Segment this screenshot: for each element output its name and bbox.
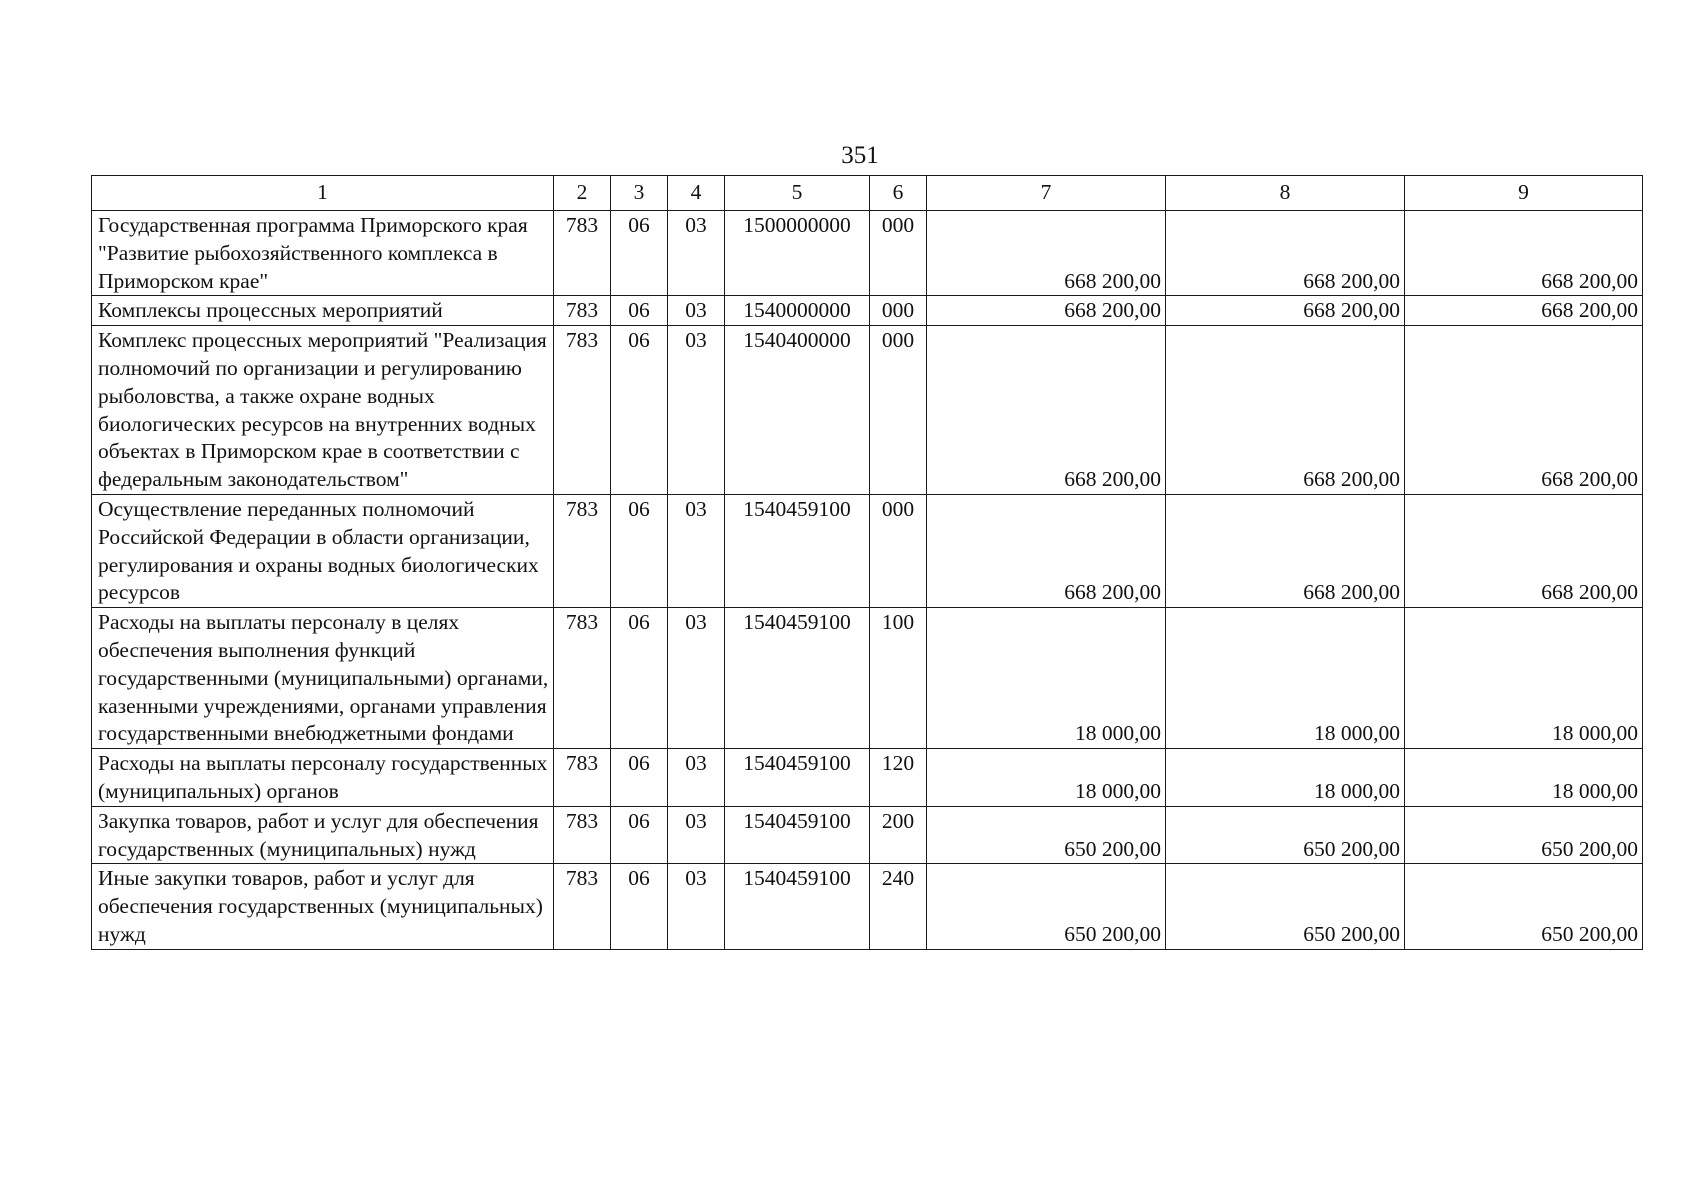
column-header-9: 9 [1405,176,1643,211]
amount-col-7: 18 000,00 [927,608,1166,749]
amount-col-7: 668 200,00 [927,211,1166,296]
section-code: 06 [611,296,668,326]
amount-col-7: 650 200,00 [927,864,1166,949]
amount-col-8: 668 200,00 [1166,211,1405,296]
ministry-code: 783 [554,296,611,326]
subsection-code: 03 [668,326,725,495]
amount-col-8: 18 000,00 [1166,608,1405,749]
expense-name: Комплексы процессных мероприятий [92,296,554,326]
section-code: 06 [611,211,668,296]
section-code: 06 [611,494,668,607]
column-header-6: 6 [870,176,927,211]
target-article-code: 1540459100 [725,806,870,864]
section-code: 06 [611,806,668,864]
target-article-code: 1540400000 [725,326,870,495]
target-article-code: 1540459100 [725,494,870,607]
expense-name: Расходы на выплаты персоналу в целях обеспечения выполнения функций государственными (муниципальными) органами, казенными учреждениями, органами управления государственными внебюджетными фондами [92,608,554,749]
subsection-code: 03 [668,608,725,749]
section-code: 06 [611,749,668,807]
expense-type-code: 240 [870,864,927,949]
section-code: 06 [611,326,668,495]
column-header-8: 8 [1166,176,1405,211]
subsection-code: 03 [668,806,725,864]
table-row [92,494,1643,607]
expense-name: Расходы на выплаты персоналу государственных (муниципальных) органов [92,749,554,807]
amount-col-8: 668 200,00 [1166,326,1405,495]
target-article-code: 1540000000 [725,296,870,326]
expense-type-code: 000 [870,494,927,607]
table-row [92,296,1643,326]
expense-name: Государственная программа Приморского края "Развитие рыбохозяйственного комплекса в Приморском крае" [92,211,554,296]
subsection-code: 03 [668,296,725,326]
table-row [92,211,1643,296]
amount-col-7: 668 200,00 [927,326,1166,495]
page-number: 351 [841,142,879,169]
amount-col-9: 668 200,00 [1405,296,1643,326]
column-header-3: 3 [611,176,668,211]
amount-col-8: 668 200,00 [1166,494,1405,607]
ministry-code: 783 [554,608,611,749]
target-article-code: 1500000000 [725,211,870,296]
ministry-code: 783 [554,806,611,864]
ministry-code: 783 [554,864,611,949]
expense-type-code: 000 [870,211,927,296]
table-row [92,326,1643,495]
amount-col-8: 650 200,00 [1166,806,1405,864]
amount-col-9: 18 000,00 [1405,608,1643,749]
expense-type-code: 100 [870,608,927,749]
amount-col-8: 18 000,00 [1166,749,1405,807]
expense-type-code: 200 [870,806,927,864]
amount-col-9: 18 000,00 [1405,749,1643,807]
table-row [92,806,1643,864]
amount-col-8: 650 200,00 [1166,864,1405,949]
ministry-code: 783 [554,326,611,495]
subsection-code: 03 [668,864,725,949]
amount-col-7: 18 000,00 [927,749,1166,807]
section-code: 06 [611,608,668,749]
target-article-code: 1540459100 [725,749,870,807]
table-header [92,176,1643,211]
column-header-4: 4 [668,176,725,211]
amount-col-7: 650 200,00 [927,806,1166,864]
subsection-code: 03 [668,211,725,296]
amount-col-9: 668 200,00 [1405,494,1643,607]
expense-name: Осуществление переданных полномочий Российской Федерации в области организации, регулирования и охраны водных биологических ресурсов [92,494,554,607]
ministry-code: 783 [554,211,611,296]
section-code: 06 [611,864,668,949]
table-row [92,608,1643,749]
expense-name: Закупка товаров, работ и услуг для обеспечения государственных (муниципальных) нужд [92,806,554,864]
amount-col-9: 650 200,00 [1405,864,1643,949]
target-article-code: 1540459100 [725,608,870,749]
amount-col-8: 668 200,00 [1166,296,1405,326]
amount-col-7: 668 200,00 [927,494,1166,607]
column-header-5: 5 [725,176,870,211]
column-header-7: 7 [927,176,1166,211]
expense-name: Комплекс процессных мероприятий "Реализация полномочий по организации и регулированию рыболовства, а также охране водных биологических ресурсов на внутренних водных объектах в Приморском крае в соответствии с федеральным законодательством" [92,326,554,495]
column-number-row [92,176,1643,211]
column-header-2: 2 [554,176,611,211]
amount-col-9: 650 200,00 [1405,806,1643,864]
table-row [92,864,1643,949]
amount-col-7: 668 200,00 [927,296,1166,326]
column-header-1: 1 [92,176,554,211]
subsection-code: 03 [668,749,725,807]
table-body [92,211,1643,950]
subsection-code: 03 [668,494,725,607]
ministry-code: 783 [554,749,611,807]
budget-table [91,175,1643,950]
expense-type-code: 000 [870,296,927,326]
ministry-code: 783 [554,494,611,607]
amount-col-9: 668 200,00 [1405,211,1643,296]
expense-type-code: 000 [870,326,927,495]
expense-type-code: 120 [870,749,927,807]
amount-col-9: 668 200,00 [1405,326,1643,495]
table-row [92,749,1643,807]
expense-name: Иные закупки товаров, работ и услуг для обеспечения государственных (муниципальных) нужд [92,864,554,949]
target-article-code: 1540459100 [725,864,870,949]
